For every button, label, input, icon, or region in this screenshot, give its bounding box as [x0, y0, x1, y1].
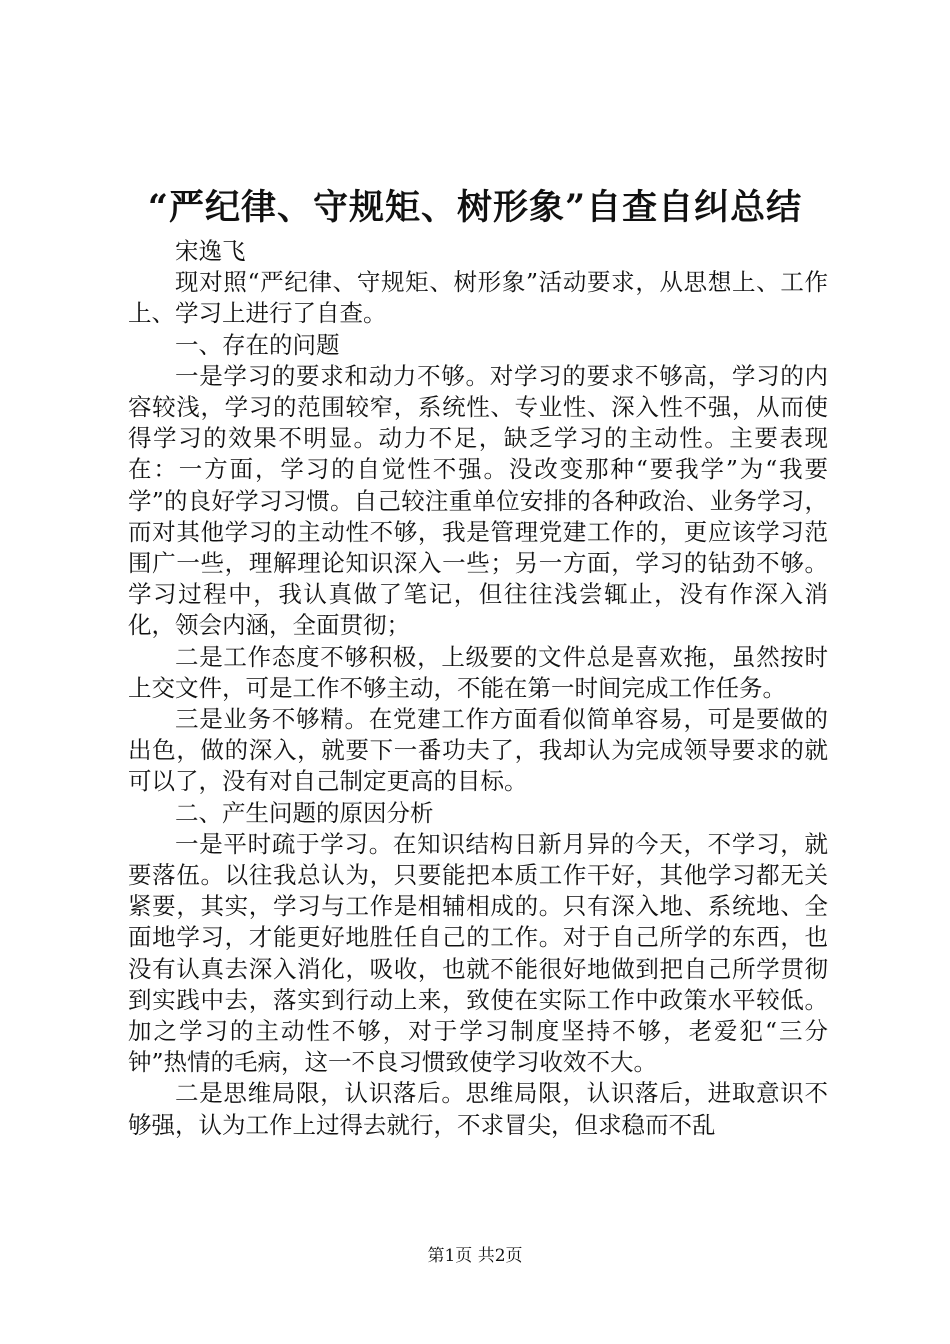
- page-footer: 第1页 共2页: [427, 1246, 523, 1266]
- paragraph-cause-2: 二是思维局限，认识落后。思维局限，认识落后，进取意识不够强，认为工作上过得去就行，不求冒尖，但求稳而不乱: [128, 1079, 828, 1139]
- paragraph-problem-3: 三是业务不够精。在党建工作方面看似简单容易，可是要做的出色，做的深入，就要下一番功夫了，我却认为完成领导要求的就可以了，没有对自己制定更高的目标。: [128, 705, 828, 796]
- paragraph-cause-1: 一是平时疏于学习。在知识结构日新月异的今天，不学习，就要落伍。以往我总认为，只要能把本质工作干好，其他学习都无关紧要，其实，学习与工作是相辅相成的。只有深入地、系统地、全面地学习，才能更好地胜任自己的工作。对于自己所学的东西，也没有认真去深入消化，吸收，也就不能很好地做到把自己所学贯彻到实践中去，落实到行动上来，致使在实际工作中政策水平较低。加之学习的主动性不够，对于学习制度坚持不够，老爱犯“三分钟”热情的毛病，这一不良习惯致使学习收效不大。: [128, 829, 828, 1077]
- document-title: “严纪律、守规矩、树形象”自查自纠总结: [147, 187, 803, 228]
- intro-paragraph: 现对照“严纪律、守规矩、树形象”活动要求，从思想上、工作上、学习上进行了自查。: [128, 268, 828, 328]
- document-body: [128, 236, 828, 1141]
- author-line: 宋逸飞: [175, 237, 246, 265]
- paragraph-problem-1: 一是学习的要求和动力不够。对学习的要求不够高，学习的内容较浅，学习的范围较窄，系统性、专业性、深入性不强，从而使得学习的效果不明显。动力不足，缺乏学习的主动性。主要表现在：一方面，学习的自觉性不强。没改变那种“要我学”为“我要学”的良好学习习惯。自己较注重单位安排的各种政治、业务学习，而对其他学习的主动性不够，我是管理党建工作的，更应该学习范围广一些，理解理论知识深入一些；另一方面，学习的钻劲不够。学习过程中，我认真做了笔记，但往往浅尝辄止，没有作深入消化，领会内涵，全面贯彻；: [128, 361, 828, 640]
- section-heading-causes: 二、产生问题的原因分析: [175, 798, 434, 827]
- section-heading-problems: 一、存在的问题: [175, 330, 340, 359]
- paragraph-problem-2: 二是工作态度不够积极，上级要的文件总是喜欢拖，虽然按时上交文件，可是工作不够主动，不能在第一时间完成工作任务。: [128, 642, 828, 702]
